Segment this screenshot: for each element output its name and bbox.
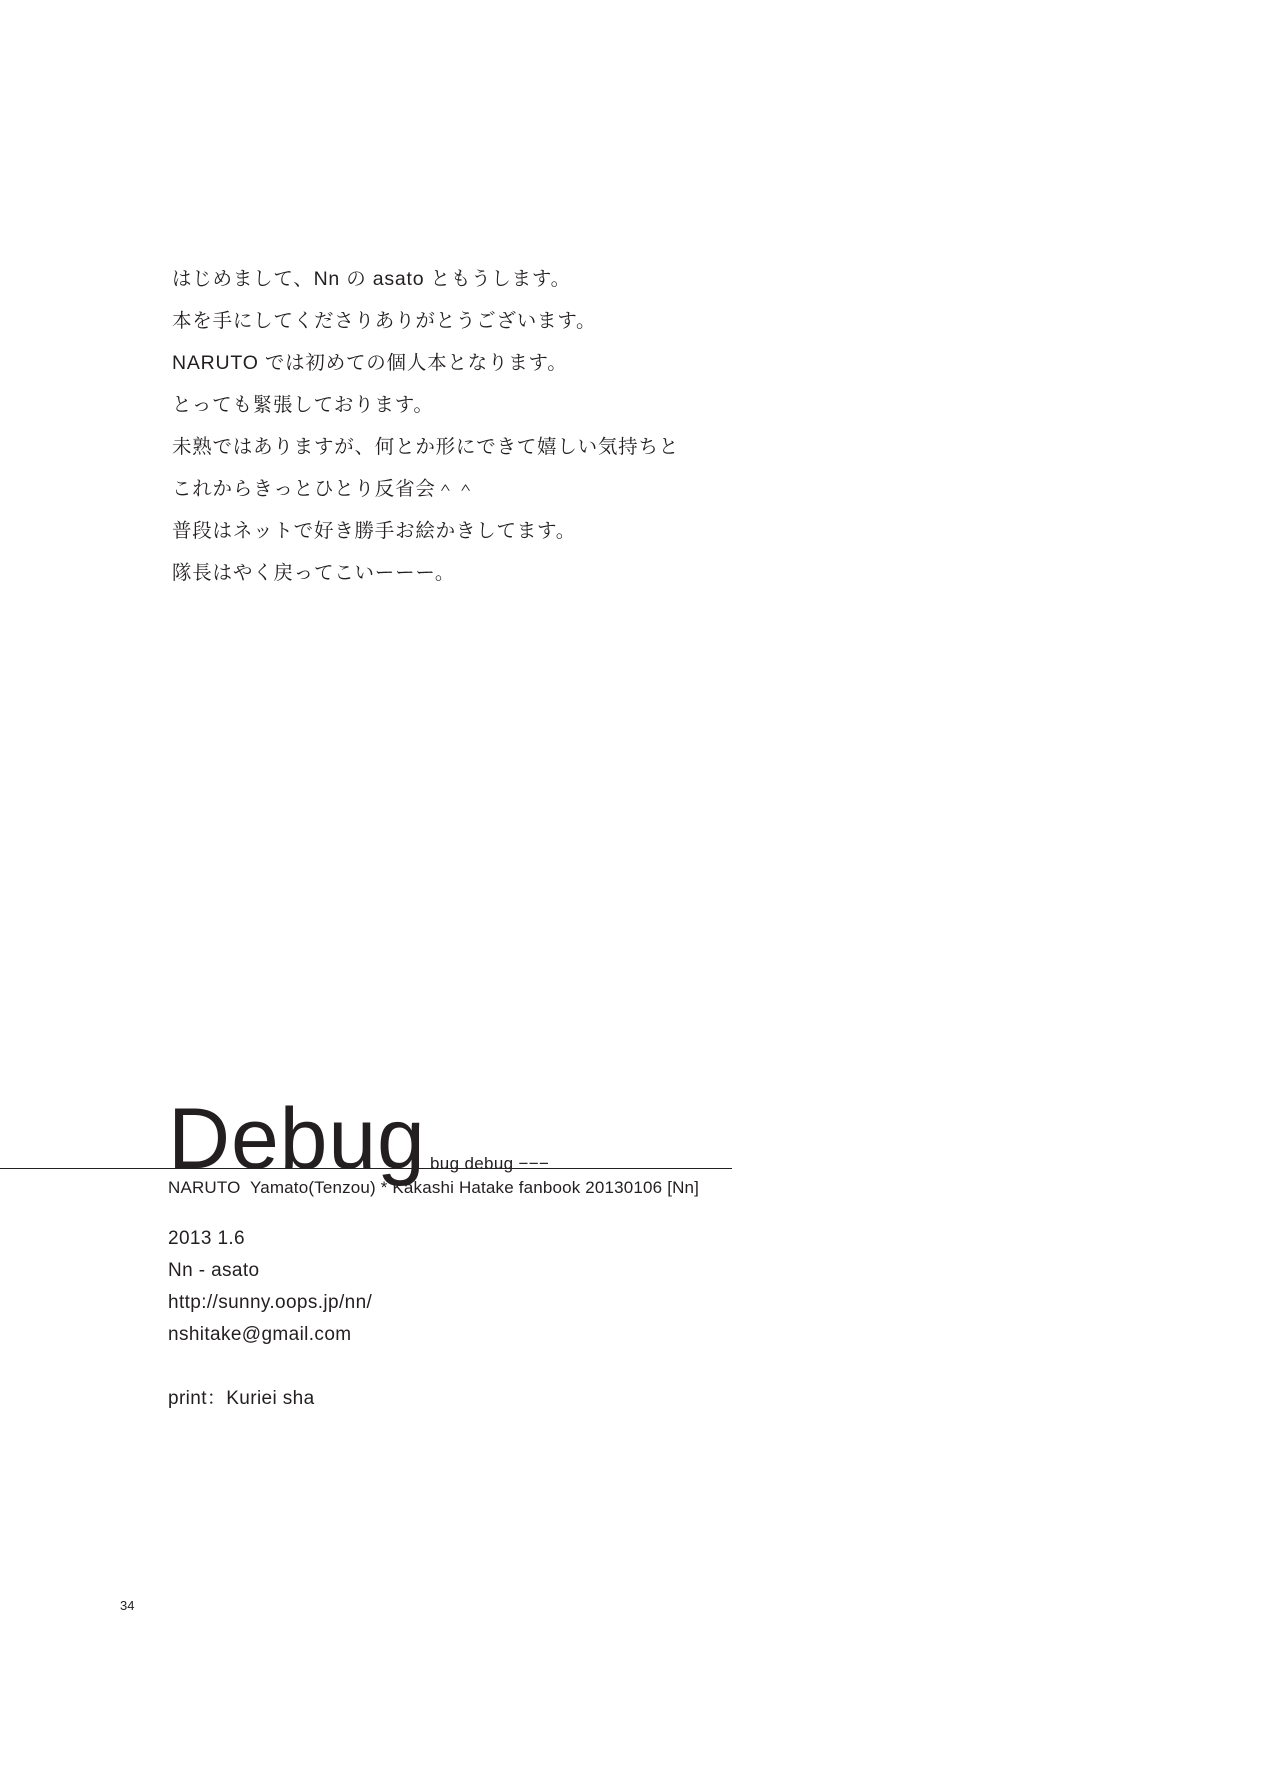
contact-email: nshitake@gmail.com xyxy=(168,1324,352,1345)
imprint-block xyxy=(168,1223,868,1415)
afterword-line: NARUTO では初めての個人本となります。 xyxy=(172,352,568,374)
afterword-line: 本を手にしてくださりありがとうございます。 xyxy=(172,310,597,332)
publication-date: 2013 1.6 xyxy=(168,1228,245,1249)
afterword-line: はじめまして、Nn の asato ともうします。 xyxy=(172,268,571,290)
afterword-line: 普段はネットで好き勝手お絵かきしてます。 xyxy=(172,520,577,542)
circle-name: Nn - asato xyxy=(168,1260,260,1281)
page-number: 34 xyxy=(120,1598,135,1613)
printer-name: print：Kuriei sha xyxy=(168,1388,315,1409)
afterword-line: これからきっとひとり反省会＾＾ xyxy=(172,478,477,500)
afterword-line: 未熟ではありますが、何とか形にできて嬉しい気持ちと xyxy=(172,436,680,458)
colophon-block xyxy=(0,1091,1280,1187)
book-subtitle: bug debug −−− xyxy=(430,1154,550,1173)
title-row xyxy=(0,1091,1280,1187)
horizontal-rule xyxy=(0,1168,732,1169)
book-title: Debug xyxy=(168,1091,426,1187)
afterword-text-block xyxy=(172,258,972,594)
website-url: http://sunny.oops.jp/nn/ xyxy=(168,1292,373,1313)
imprint-spacer xyxy=(168,1351,868,1383)
afterword-line: 隊長はやく戻ってこいーーー。 xyxy=(172,562,456,584)
credit-line: NARUTO Yamato(Tenzou) * Kakashi Hatake fanbook 20130106 [Nn] xyxy=(168,1178,700,1197)
afterword-line: とっても緊張しております。 xyxy=(172,394,434,416)
